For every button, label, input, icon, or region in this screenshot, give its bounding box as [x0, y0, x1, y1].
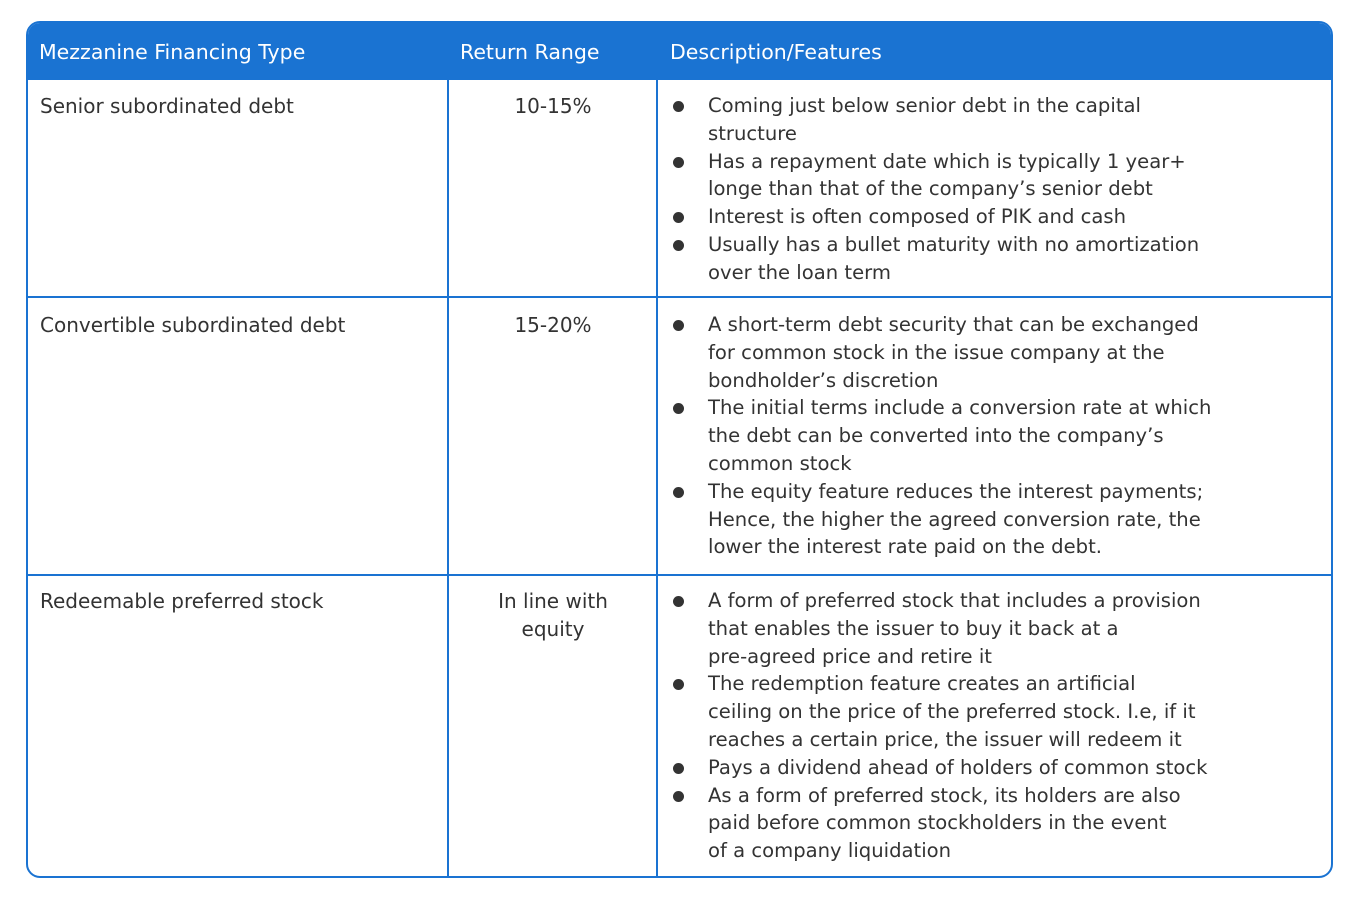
- bullet-icon: [673, 320, 684, 331]
- return-range-cell: 15-20%: [514, 313, 592, 337]
- feature-text: As a form of preferred stock, its holders are also paid before common stockholders in the event of a company liquidation: [708, 783, 1181, 863]
- table-row: [28, 298, 1331, 575]
- feature-text: Interest is often composed of PIK and cash: [708, 205, 1127, 229]
- bullet-icon: [673, 157, 684, 168]
- bullet-icon: [673, 791, 684, 802]
- header-return-range: Return Range: [460, 40, 600, 64]
- mezzanine-financing-table: [26, 21, 1333, 878]
- bullet-icon: [673, 487, 684, 498]
- table-row: [28, 576, 1331, 878]
- table-header-row: [28, 23, 1331, 80]
- header-financing-type: Mezzanine Financing Type: [39, 40, 306, 64]
- list-item: [673, 394, 1333, 477]
- feature-text: The initial terms include a conversion rate at which the debt can be converted into the company’s common stock: [708, 396, 1212, 475]
- feature-text: Pays a dividend ahead of holders of common stock: [708, 755, 1208, 779]
- feature-text: The redemption feature creates an artificial ceiling on the price of the preferred stock. I.e, if it reaches a certain price, the issuer will redeem it: [708, 672, 1196, 751]
- features-list: [673, 92, 1333, 287]
- feature-text: Coming just below senior debt in the capital structure: [708, 94, 1141, 145]
- bullet-icon: [673, 240, 684, 251]
- list-item: [673, 92, 1333, 148]
- list-item: [673, 311, 1333, 394]
- feature-text: Usually has a bullet maturity with no amortization over the loan term: [708, 232, 1200, 284]
- list-item: [673, 148, 1333, 204]
- list-item: [673, 587, 1333, 670]
- feature-text: The equity feature reduces the interest payments; Hence, the higher the agreed conversion rate, the lower the interest rate paid on the debt.: [708, 479, 1204, 559]
- financing-type-cell: Convertible subordinated debt: [40, 313, 346, 337]
- bullet-icon: [673, 679, 684, 690]
- list-item: [673, 782, 1333, 865]
- feature-text: Has a repayment date which is typically 1 year+ longe than that of the company’s senior debt: [708, 149, 1186, 201]
- list-item: [673, 754, 1333, 782]
- list-item: [673, 670, 1333, 753]
- list-item: [673, 478, 1333, 561]
- features-list: [673, 311, 1333, 561]
- bullet-icon: [673, 596, 684, 607]
- list-item: [673, 231, 1333, 287]
- bullet-icon: [673, 101, 684, 112]
- feature-text: A form of preferred stock that includes a provision that enables the issuer to buy it back at a pre-agreed price and retire it: [708, 589, 1201, 668]
- header-description: Description/Features: [670, 40, 882, 64]
- list-item: [673, 203, 1333, 231]
- bullet-icon: [673, 763, 684, 774]
- bullet-icon: [673, 212, 684, 223]
- return-range-cell: 10-15%: [514, 94, 592, 118]
- financing-type-cell: Senior subordinated debt: [40, 94, 294, 118]
- financing-type-cell: Redeemable preferred stock: [40, 589, 324, 613]
- features-list: [673, 587, 1333, 865]
- table-row: [28, 80, 1331, 297]
- feature-text: A short-term debt security that can be exchanged for common stock in the issue company at the bondholder’s discretion: [708, 313, 1199, 392]
- bullet-icon: [673, 403, 684, 414]
- return-range-cell: In line with equity: [498, 589, 608, 641]
